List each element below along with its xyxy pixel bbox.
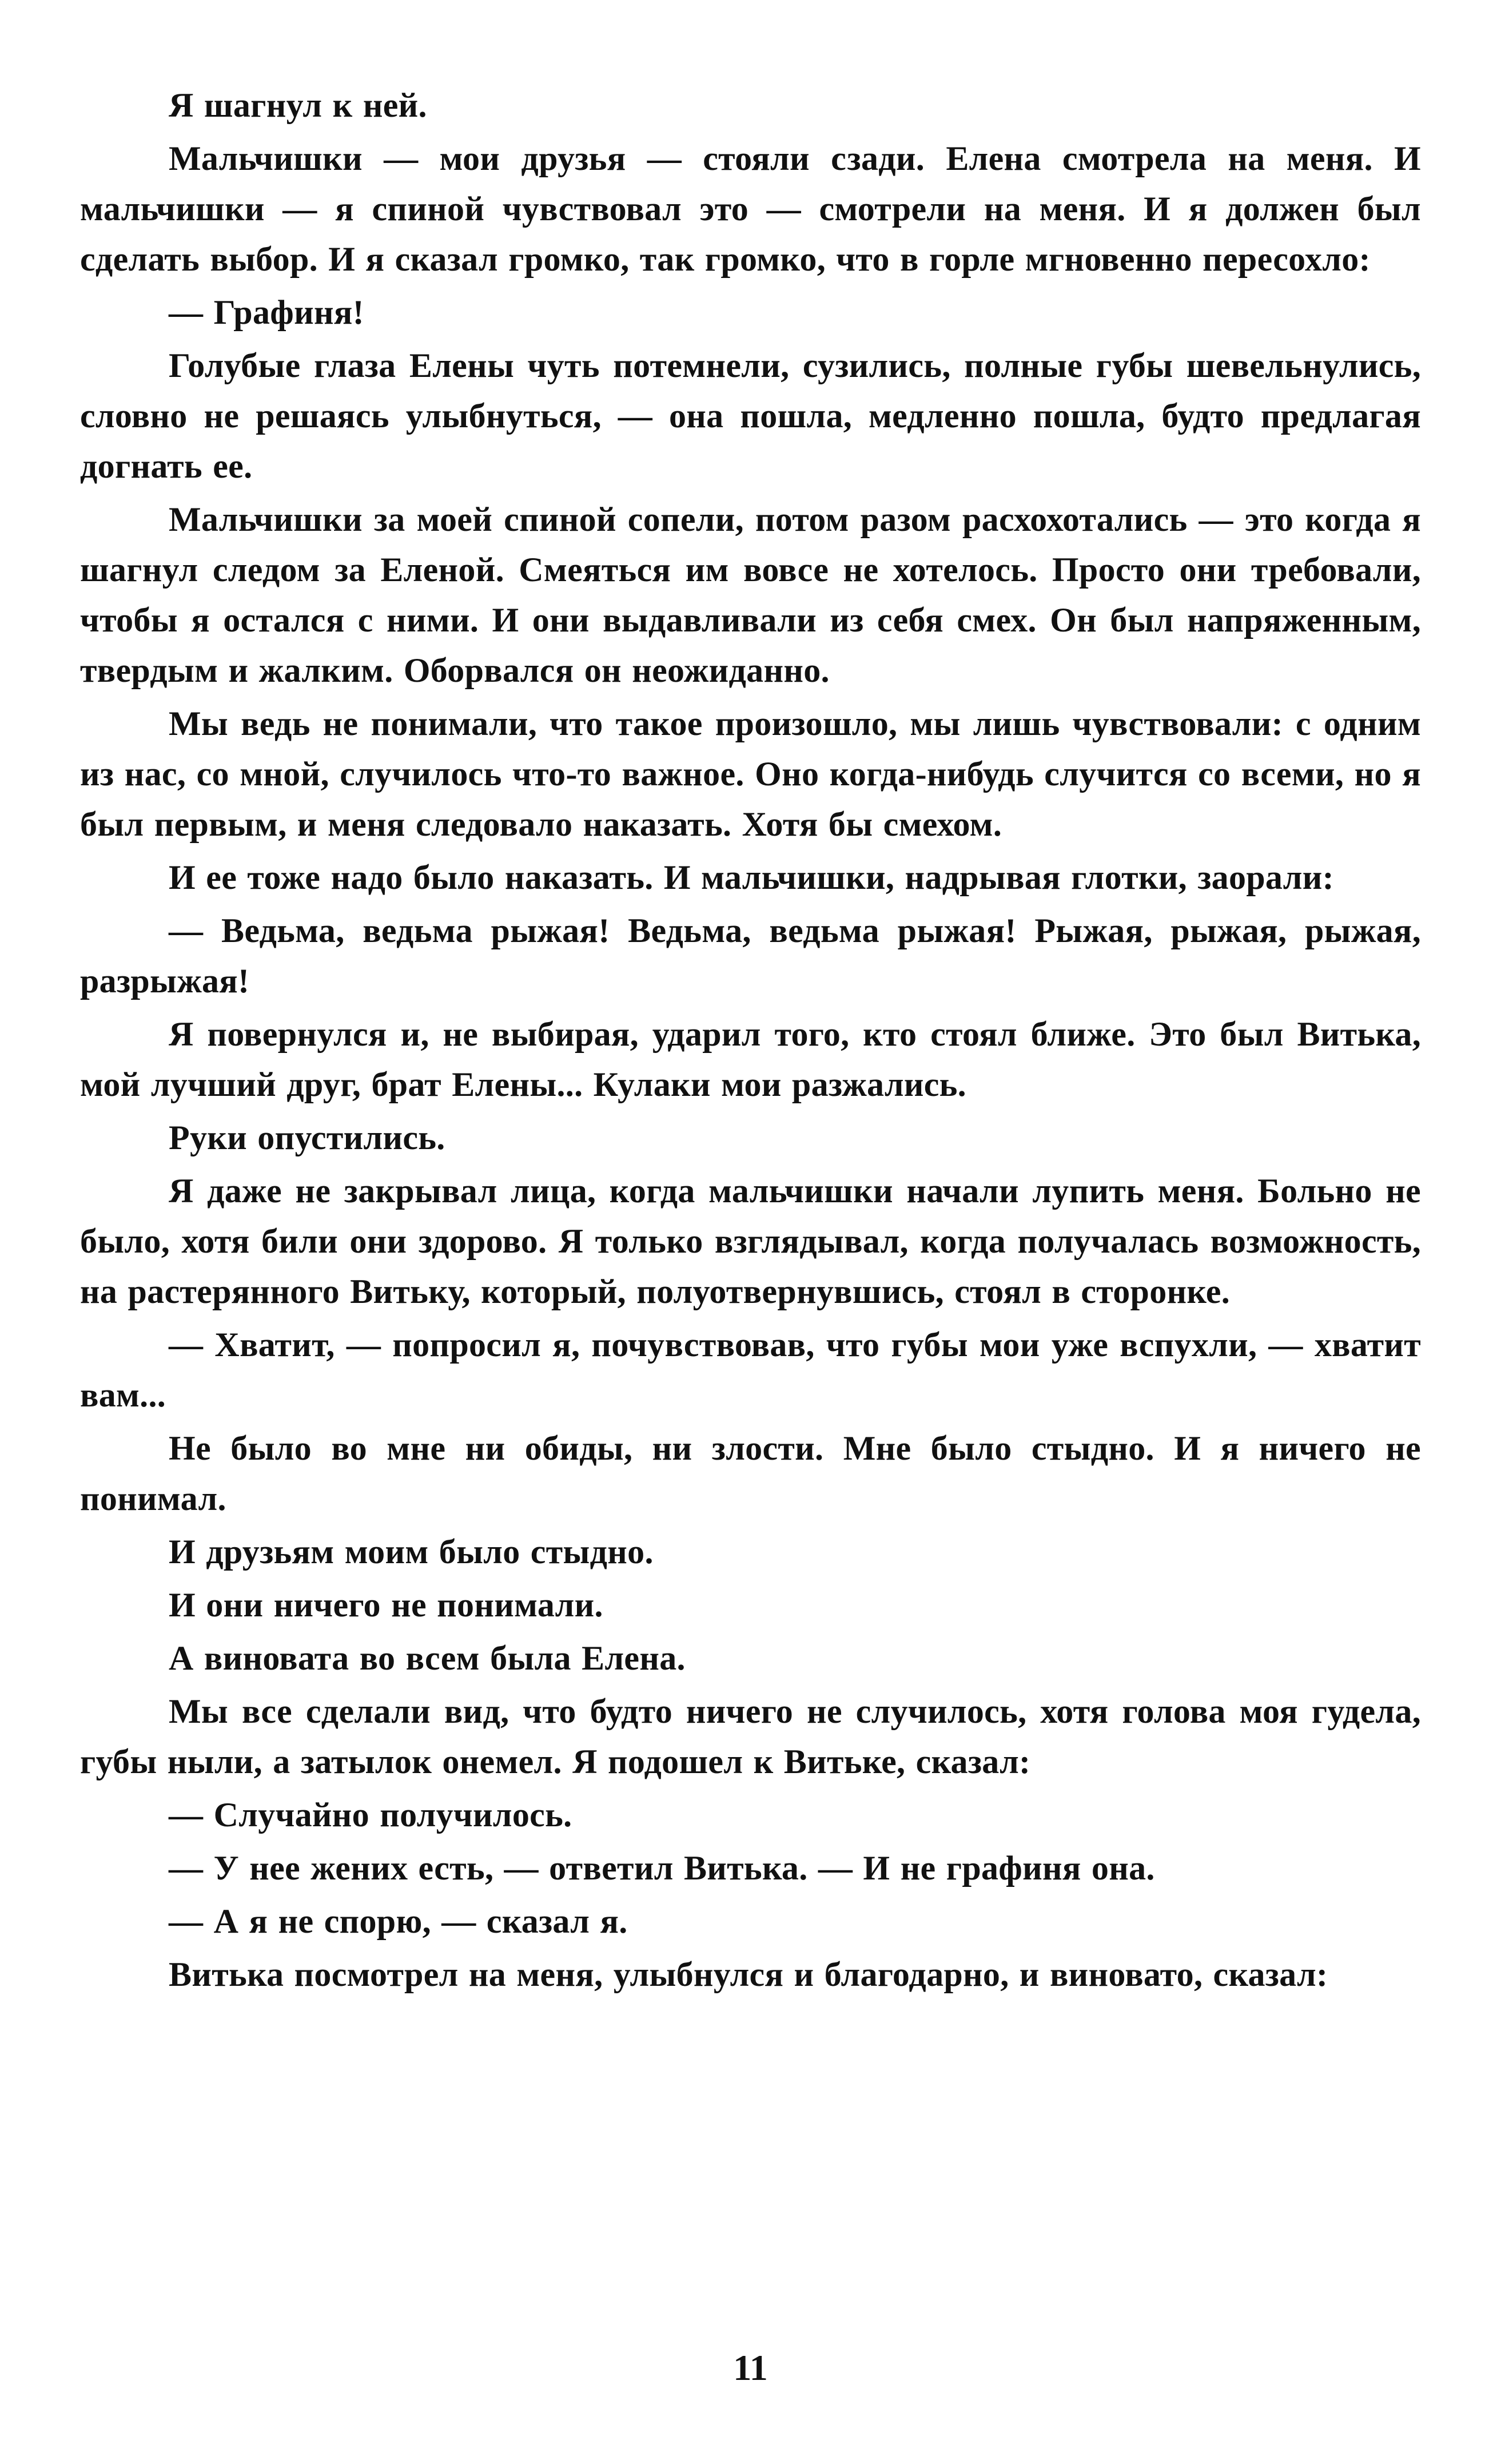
paragraph: Мальчишки — мои друзья — стояли сзади. Елена смотрела на меня. И мальчишки — я спиной чувствовал это — смотрели на меня. И я должен был сделать выбор. И я сказал громко, так громко, что в горле мгновенно пересохло: <box>80 140 1421 278</box>
paragraph: Не было во мне ни обиды, ни злости. Мне было стыдно. И я ничего не понимал. <box>80 1429 1421 1517</box>
paragraph: Я даже не закрывал лица, когда мальчишки начали лупить меня. Больно не было, хотя били они здорово. Я только взглядывал, когда получалась возможность, на растерянного Витьку, который, полуотвернувшись, стоял в сторонке. <box>80 1172 1421 1310</box>
paragraph: И они ничего не понимали. <box>169 1586 603 1624</box>
paragraph: Мы ведь не понимали, что такое произошло, мы лишь чувствовали: с одним из нас, со мной, случилось что-то важное. Оно когда-нибудь случится со всеми, но я был первым, и меня следовало наказать. Хотя бы смехом. <box>80 705 1421 843</box>
paragraph: А виновата во всем была Елена. <box>169 1639 686 1677</box>
paragraph: И ее тоже надо было наказать. И мальчишки, надрывая глотки, заорали: <box>169 859 1334 896</box>
page-number: 11 <box>733 2347 768 2388</box>
paragraph: — А я не спорю, — сказал я. <box>169 1902 628 1940</box>
paragraph: Я шагнул к ней. <box>169 86 427 124</box>
paragraph: Витька посмотрел на меня, улыбнулся и благодарно, и виновато, сказал: <box>169 1956 1328 1993</box>
paragraph: — Графиня! <box>169 293 364 331</box>
paragraph: Мы все сделали вид, что будто ничего не случилось, хотя голова моя гудела, губы ныли, а затылок онемел. Я подошел к Витьке, сказал: <box>80 1692 1421 1781</box>
paragraph: — У нее жених есть, — ответил Витька. — И не графиня она. <box>169 1849 1155 1887</box>
paragraph: Я повернулся и, не выбирая, ударил того, кто стоял ближе. Это был Витька, мой лучший друг, брат Елены... Кулаки мои разжались. <box>80 1015 1421 1103</box>
paragraph: — Ведьма, ведьма рыжая! Ведьма, ведьма рыжая! Рыжая, рыжая, рыжая, разрыжая! <box>80 912 1421 1000</box>
paragraph: Руки опустились. <box>169 1119 445 1157</box>
paragraph: Голубые глаза Елены чуть потемнели, сузились, полные губы шевельнулись, словно не решаясь улыбнуться, — она пошла, медленно пошла, будто предлагая догнать ее. <box>80 347 1421 485</box>
body-text <box>80 80 1421 2000</box>
paragraph: — Хватит, — попросил я, почувствовав, что губы мои уже вспухли, — хватит вам... <box>80 1326 1421 1414</box>
paragraph: Мальчишки за моей спиной сопели, потом разом расхохотались — это когда я шагнул следом за Еленой. Смеяться им вовсе не хотелось. Просто они требовали, чтобы я остался с ними. И они выдавливали из себя смех. Он был напряженным, твердым и жалким. Оборвался он неожиданно. <box>80 500 1421 689</box>
paragraph: И друзьям моим было стыдно. <box>169 1533 654 1571</box>
book-page <box>80 80 1421 2442</box>
paragraph: — Случайно получилось. <box>169 1796 572 1834</box>
